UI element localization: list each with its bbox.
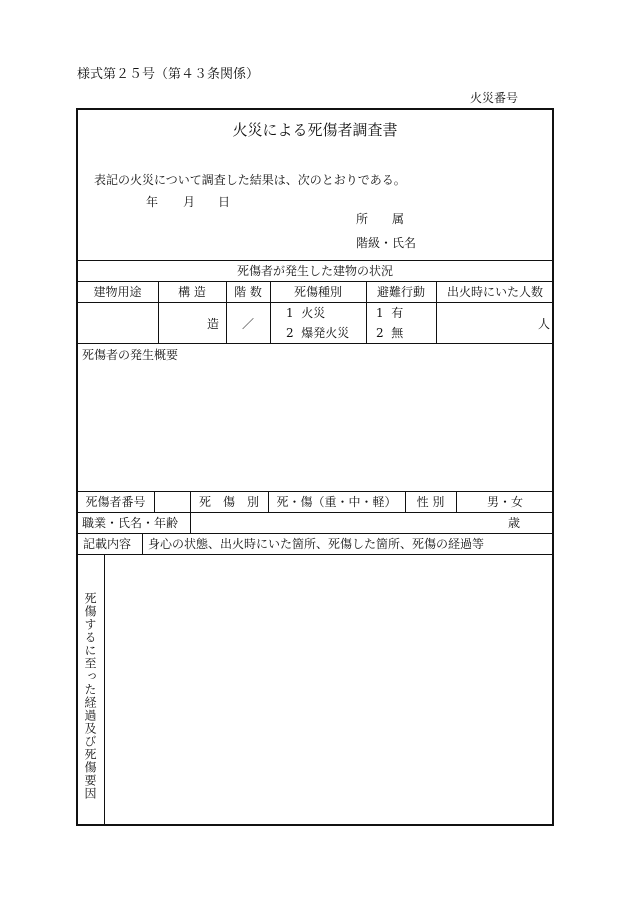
structure-suffix: 造 bbox=[207, 317, 220, 331]
overview-label: 死傷者の発生概要 bbox=[82, 348, 179, 362]
victim-number-label: 死傷者番号 bbox=[85, 495, 146, 509]
date-year: 年 bbox=[146, 195, 159, 209]
evacuation-option-yes: 1 有 bbox=[376, 306, 404, 320]
casualty-type-option-explosion: 2 爆発火災 bbox=[286, 326, 350, 340]
header-evacuation: 避難行動 bbox=[376, 285, 425, 299]
sex-label: 性 別 bbox=[416, 495, 445, 509]
header-structure: 構 造 bbox=[178, 285, 206, 299]
floors-separator: ／ bbox=[242, 317, 255, 331]
header-casualty-type: 死傷種別 bbox=[293, 285, 342, 299]
contents-value: 身心の状態、出火時にいた箇所、死傷した箇所、死傷の経過等 bbox=[148, 537, 485, 551]
date-day: 日 bbox=[218, 195, 231, 209]
evacuation-option-no: 2 無 bbox=[376, 326, 404, 340]
rank-name-label: 階級・氏名 bbox=[356, 236, 417, 250]
header-floors: 階 数 bbox=[234, 285, 262, 299]
header-people-present: 出火時にいた人数 bbox=[446, 285, 543, 299]
casualty-kind-label: 死 傷 別 bbox=[198, 495, 259, 509]
casualty-kind-value: 死・傷（重・中・軽） bbox=[276, 495, 397, 509]
building-section-title: 死傷者が発生した建物の状況 bbox=[236, 264, 393, 278]
age-unit: 歳 bbox=[508, 516, 521, 530]
statement-text: 表記の火災について調査した結果は、次のとおりである。 bbox=[94, 173, 406, 187]
page-title: 火災による死傷者調査書 bbox=[232, 121, 398, 139]
date-month: 月 bbox=[183, 195, 196, 209]
people-unit: 人 bbox=[538, 317, 551, 331]
occupation-label: 職業・氏名・年齢 bbox=[82, 516, 179, 530]
contents-label: 記載内容 bbox=[83, 537, 132, 551]
form-number: 様式第２５号（第４３条関係） bbox=[77, 67, 260, 82]
sex-value: 男・女 bbox=[486, 495, 523, 509]
affiliation-label: 所 属 bbox=[356, 212, 405, 226]
process-label: 死傷するに至った経過及び死傷要因 bbox=[83, 592, 97, 800]
survey-form bbox=[76, 108, 554, 826]
fire-number-label: 火災番号 bbox=[470, 91, 519, 105]
casualty-type-option-fire: 1 火災 bbox=[286, 306, 326, 320]
header-building-use: 建物用途 bbox=[93, 285, 142, 299]
